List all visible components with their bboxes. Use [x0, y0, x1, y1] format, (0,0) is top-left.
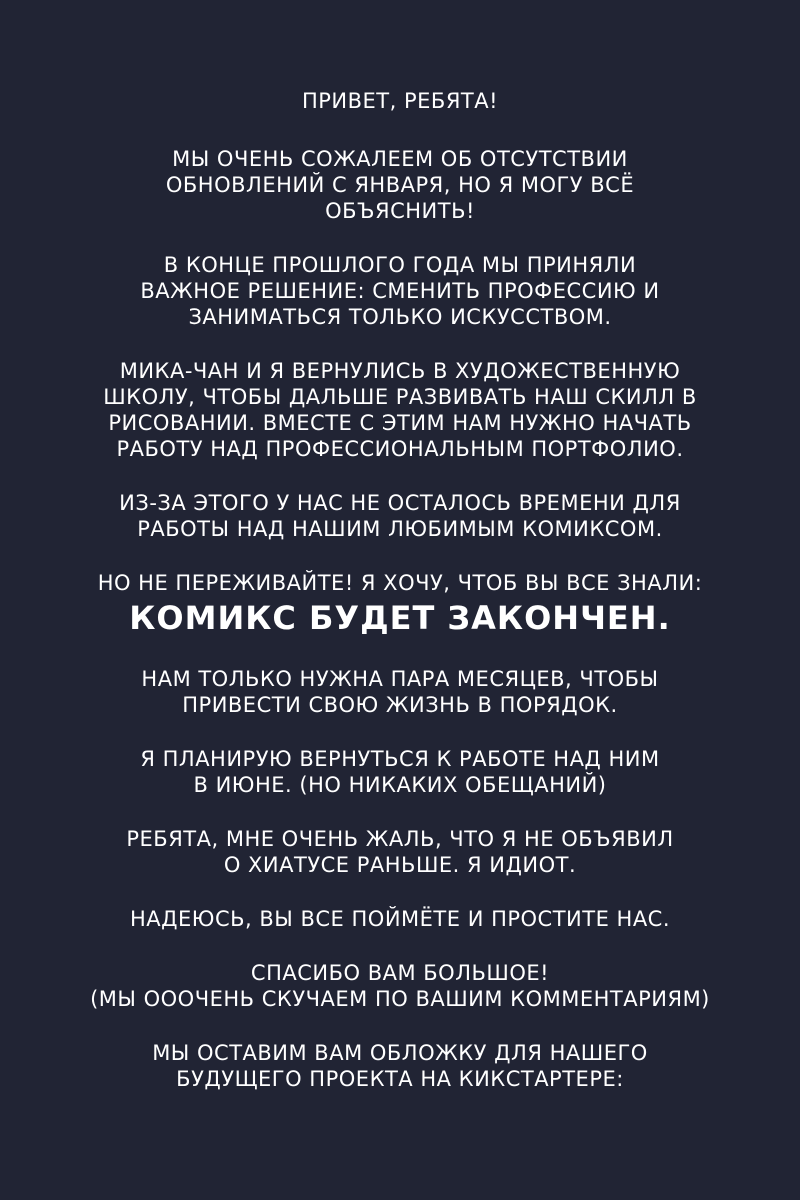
text-line: ЗАНИМАТЬСЯ ТОЛЬКО ИСКУССТВОМ.: [188, 305, 612, 329]
text-line: РАБОТУ НАД ПРОФЕССИОНАЛЬНЫМ ПОРТФОЛИО.: [116, 437, 684, 461]
text-line: (МЫ ОООЧЕНЬ СКУЧАЕМ ПО ВАШИМ КОММЕНТАРИЯМ): [90, 987, 710, 1011]
text-line: ШКОЛУ, ЧТОБЫ ДАЛЬШЕ РАЗВИВАТЬ НАШ СКИЛЛ В: [103, 385, 697, 409]
text-line: ПРИВЕТ, РЕБЯТА!: [301, 89, 499, 113]
text-line: Я ПЛАНИРУЮ ВЕРНУТЬСЯ К РАБОТЕ НАД НИМ: [140, 747, 660, 771]
promise-paragraph: [60, 570, 740, 638]
text-line: РИСОВАНИИ. ВМЕСТЕ С ЭТИМ НАМ НУЖНО НАЧАТЬ: [108, 411, 692, 435]
forgive-paragraph: [60, 906, 740, 932]
text-line: СПАСИБО ВАМ БОЛЬШОЕ!: [250, 961, 550, 985]
comic-will-be-finished-heading: КОМИКС БУДЕТ ЗАКОНЧЕН.: [129, 599, 671, 637]
return-plan-paragraph: [60, 746, 740, 798]
text-line: ОБЪЯСНИТЬ!: [325, 199, 475, 223]
kickstarter-cover-paragraph: [60, 1040, 740, 1092]
text-line: БУДУЩЕГО ПРОЕКТА НА КИКСТАРТЕРЕ:: [176, 1067, 624, 1091]
text-line: В КОНЦЕ ПРОШЛОГО ГОДА МЫ ПРИНЯЛИ: [163, 253, 637, 277]
text-line: НАДЕЮСЬ, ВЫ ВСЕ ПОЙМЁТЕ И ПРОСТИТЕ НАС.: [129, 907, 671, 931]
text-line: РАБОТЫ НАД НАШИМ ЛЮБИМЫМ КОМИКСОМ.: [137, 517, 663, 541]
thanks-paragraph: [60, 960, 740, 1012]
decision-paragraph: [60, 252, 740, 330]
text-line: О ХИАТУСЕ РАНЬШЕ. Я ИДИОТ.: [223, 853, 577, 877]
apology-paragraph: [60, 146, 740, 224]
greeting-paragraph: [60, 88, 740, 114]
text-line: МЫ ОЧЕНЬ СОЖАЛЕЕМ ОБ ОТСУТСТВИИ: [172, 147, 628, 171]
sorry-paragraph: [60, 826, 740, 878]
text-line: ИЗ-ЗА ЭТОГО У НАС НЕ ОСТАЛОСЬ ВРЕМЕНИ ДЛЯ: [119, 491, 681, 515]
no-time-paragraph: [60, 490, 740, 542]
text-line: ПРИВЕСТИ СВОЮ ЖИЗНЬ В ПОРЯДОК.: [182, 693, 618, 717]
text-line: В ИЮНЕ. (НО НИКАКИХ ОБЕЩАНИЙ): [193, 773, 607, 797]
few-months-paragraph: [60, 666, 740, 718]
art-school-paragraph: [60, 358, 740, 462]
text-line: НАМ ТОЛЬКО НУЖНА ПАРА МЕСЯЦЕВ, ЧТОБЫ: [141, 667, 659, 691]
text-line: МЫ ОСТАВИМ ВАМ ОБЛОЖКУ ДЛЯ НАШЕГО: [152, 1041, 648, 1065]
text-line: МИКА-ЧАН И Я ВЕРНУЛИСЬ В ХУДОЖЕСТВЕННУЮ: [119, 359, 681, 383]
text-line: ОБНОВЛЕНИЙ С ЯНВАРЯ, НО Я МОГУ ВСЁ: [165, 173, 635, 197]
text-line: НО НЕ ПЕРЕЖИВАЙТЕ! Я ХОЧУ, ЧТОБ ВЫ ВСЕ ЗНАЛИ:: [97, 571, 703, 595]
text-line: РЕБЯТА, МНЕ ОЧЕНЬ ЖАЛЬ, ЧТО Я НЕ ОБЪЯВИЛ: [126, 827, 674, 851]
announcement-text: [60, 88, 740, 1120]
text-line: ВАЖНОЕ РЕШЕНИЕ: СМЕНИТЬ ПРОФЕССИЮ И: [140, 279, 660, 303]
